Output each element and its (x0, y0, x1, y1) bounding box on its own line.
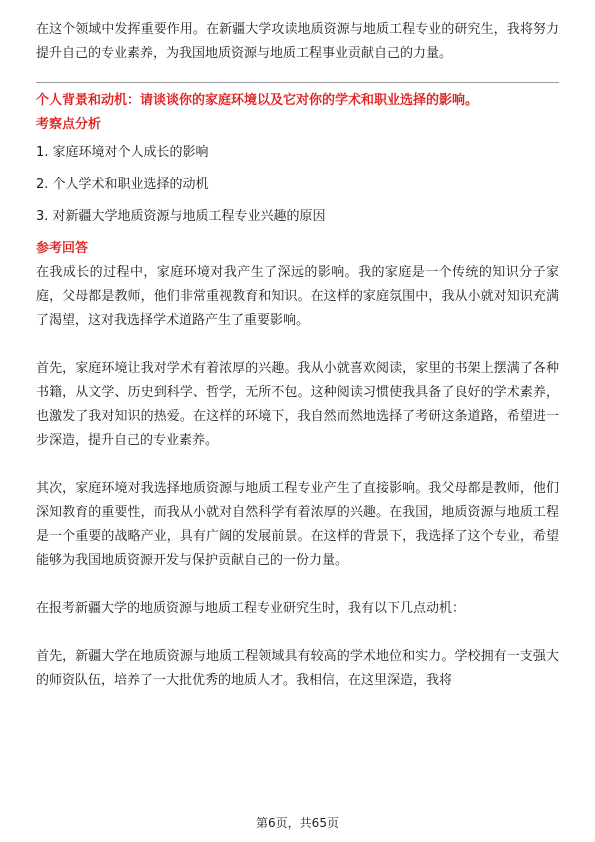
page-number: 第6页，共65页 (256, 816, 339, 830)
paragraph-spacer (36, 453, 559, 477)
answer-paragraph: 其次，家庭环境对我选择地质资源与地质工程专业产生了直接影响。我父母都是教师，他们深知教育的重要性，而我从小就对自然科学有着浓厚的兴趣。在我国，地质资源与地质工程是一个重要的战略产业，具有广阔的发展前景。在这样的背景下，我选择了这个专业，希望能够为我国地质资源开发与保护贡献自己的一份力量。 (36, 481, 559, 568)
answer-paragraph: 首先，家庭环境让我对学术有着浓厚的兴趣。我从小就喜欢阅读，家里的书架上摆满了各种书籍，从文学、历史到科学、哲学，无所不包。这种阅读习惯使我具备了良好的学术素养，也激发了我对知识的热爱。在这样的环境下，我自然而然地选择了考研这条道路，希望进一步深造，提升自己的专业素养。 (36, 361, 559, 448)
analysis-point: 2. 个人学术和职业选择的动机 (36, 177, 209, 192)
section-divider (36, 82, 559, 83)
answer-paragraph: 首先，新疆大学在地质资源与地质工程领域具有较高的学术地位和实力。学校拥有一支强大的师资队伍，培养了一大批优秀的地质人才。我相信，在这里深造，我将 (36, 649, 559, 688)
analysis-point: 1. 家庭环境对个人成长的影响 (36, 145, 209, 160)
answer-paragraph: 在报考新疆大学的地质资源与地质工程专业研究生时，我有以下几点动机： (36, 601, 466, 616)
paragraph-spacer (36, 621, 559, 645)
intro-paragraph: 在这个领域中发挥重要作用。在新疆大学攻读地质资源与地质工程专业的研究生，我将努力提升自己的专业素养，为我国地质资源与地质工程事业贡献自己的力量。 (36, 22, 559, 61)
analysis-point: 3. 对新疆大学地质资源与地质工程专业兴趣的原因 (36, 209, 326, 224)
paragraph-spacer (36, 333, 559, 357)
answer-paragraph: 在我成长的过程中，家庭环境对我产生了深远的影响。我的家庭是一个传统的知识分子家庭，父母都是教师，他们非常重视教育和知识。在这样的家庭氛围中，我从小就对知识充满了渴望，这对我选择学术道路产生了重要影响。 (36, 265, 559, 328)
paragraph-spacer (36, 573, 559, 597)
analysis-point-list (36, 137, 559, 233)
answer-title: 参考回答 (36, 241, 89, 256)
page-content (36, 18, 559, 693)
question-heading: 个人背景和动机：请谈谈你的家庭环境以及它对你的学术和职业选择的影响。 (36, 93, 479, 108)
analysis-title: 考察点分析 (36, 117, 102, 132)
